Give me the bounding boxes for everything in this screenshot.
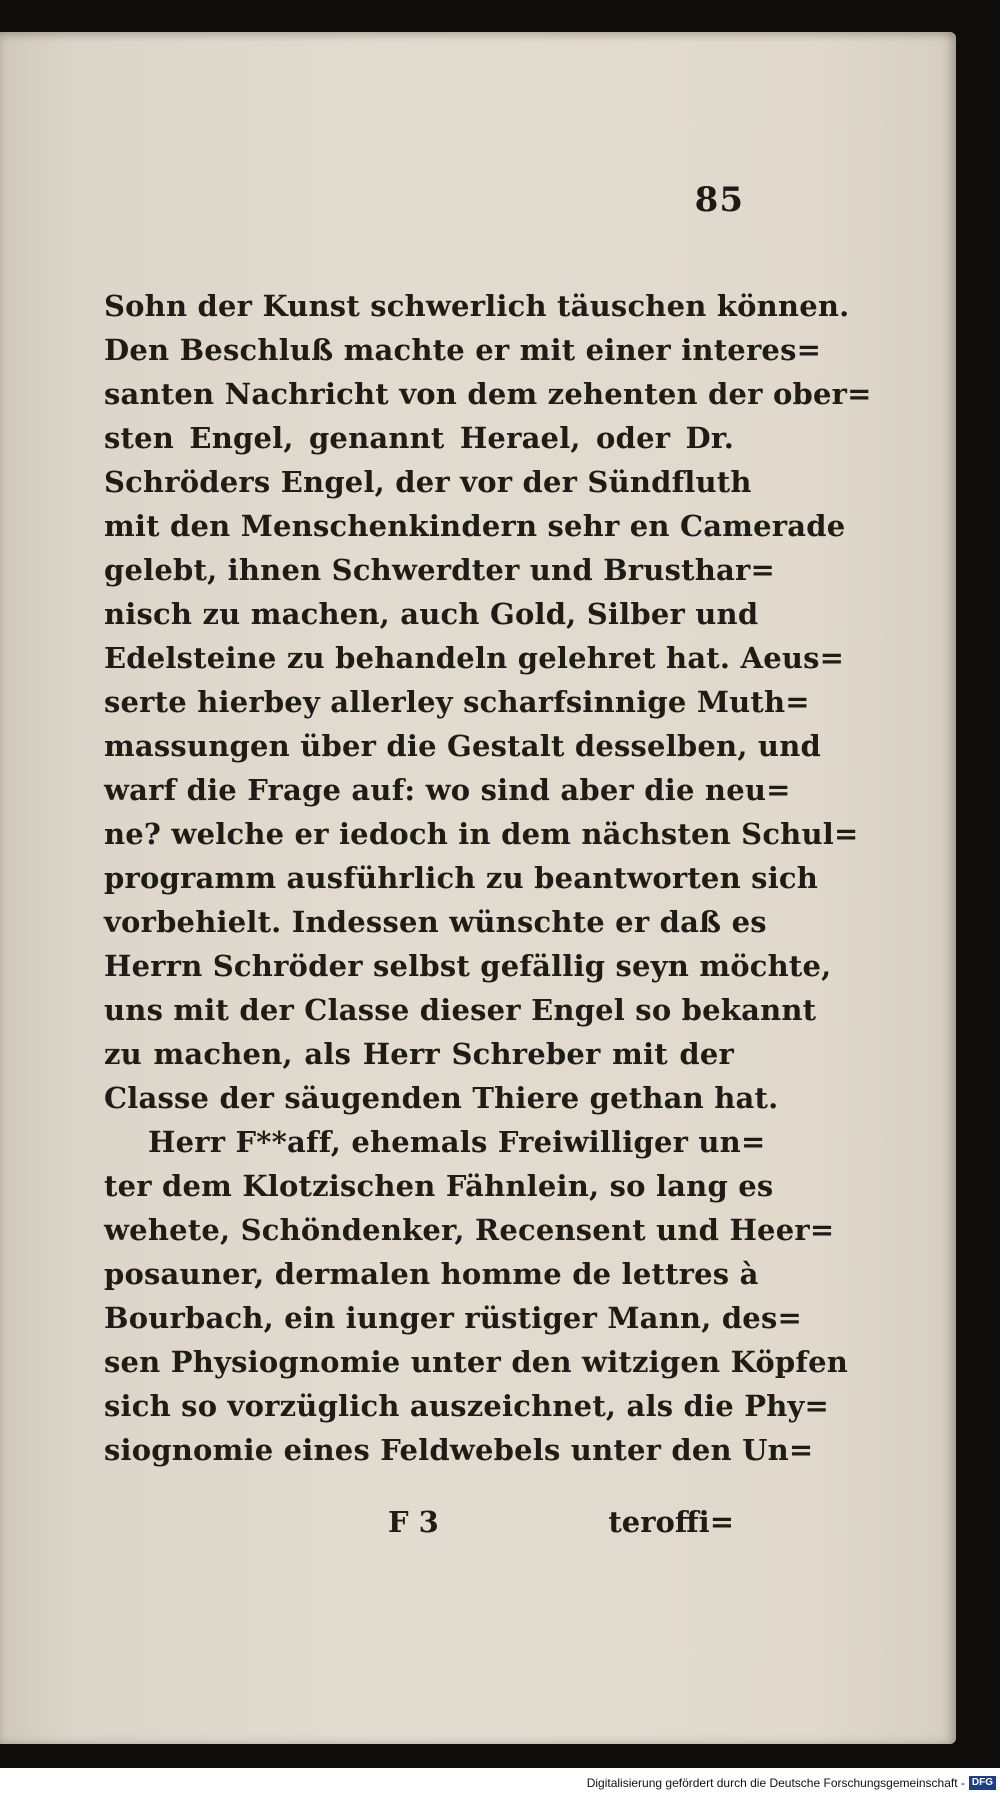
text-line: Sohn der Kunst schwerlich täuschen können. <box>104 289 850 323</box>
text-line: massungen über die Gestalt desselben, und <box>104 729 821 763</box>
credit-text: Digitalisierung gefördert durch die Deutsche Forschungsgemeinschaft - <box>586 1776 965 1790</box>
text-line: siognomie eines Feldwebels unter den Un= <box>104 1433 814 1467</box>
text-line: sen Physiognomie unter den witzigen Köpfen <box>104 1345 849 1379</box>
text-line: ne? welche er iedoch in dem nächsten Schul= <box>104 817 859 851</box>
text-line-paragraph-start: Herr F**aff, ehemals Freiwilliger un= <box>148 1125 766 1159</box>
credit-bar <box>0 1768 1000 1794</box>
text-line: santen Nachricht von dem zehenten der ober= <box>104 377 872 411</box>
text-line: warf die Frage auf: wo sind aber die neu= <box>104 773 791 807</box>
text-line: posauner, dermalen homme de lettres à <box>104 1257 759 1291</box>
page-number: 85 <box>694 180 744 220</box>
text-line: Schröders Engel, der vor der Sündfluth <box>104 465 752 499</box>
text-line: zu machen, als Herr Schreber mit der <box>104 1037 734 1071</box>
text-line: ter dem Klotzischen Fähnlein, so lang es <box>104 1169 774 1203</box>
body-text <box>104 284 872 1472</box>
paper-page <box>0 32 956 1744</box>
text-line: gelebt, ihnen Schwerdter und Brusthar= <box>104 553 775 587</box>
text-line: vorbehielt. Indessen wünschte er daß es <box>104 905 767 939</box>
page-footer <box>104 1500 734 1544</box>
text-line: sich so vorzüglich auszeichnet, als die Phy= <box>104 1389 830 1423</box>
text-line: sten Engel, genannt Herael, oder Dr. <box>104 421 734 455</box>
signature-mark: F 3 <box>388 1505 439 1539</box>
text-line: programm ausführlich zu beantworten sich <box>104 861 819 895</box>
text-line: mit den Menschenkindern sehr en Camerade <box>104 509 846 543</box>
catchword: teroffi= <box>608 1505 734 1539</box>
text-line: uns mit der Classe dieser Engel so bekannt <box>104 993 817 1027</box>
text-line: wehete, Schöndenker, Recensent und Heer= <box>104 1213 835 1247</box>
text-line: Den Beschluß machte er mit einer interes= <box>104 333 822 367</box>
text-line: Bourbach, ein iunger rüstiger Mann, des= <box>104 1301 802 1335</box>
text-line: nisch zu machen, auch Gold, Silber und <box>104 597 759 631</box>
text-line: serte hierbey allerley scharfsinnige Muth= <box>104 685 810 719</box>
text-line: Edelsteine zu behandeln gelehret hat. Aeus= <box>104 641 845 675</box>
text-line: Classe der säugenden Thiere gethan hat. <box>104 1081 779 1115</box>
funding-credit <box>587 1776 996 1790</box>
dfg-logo-icon: DFG <box>969 1776 996 1790</box>
text-line: Herrn Schröder selbst gefällig seyn möchte, <box>104 949 832 983</box>
